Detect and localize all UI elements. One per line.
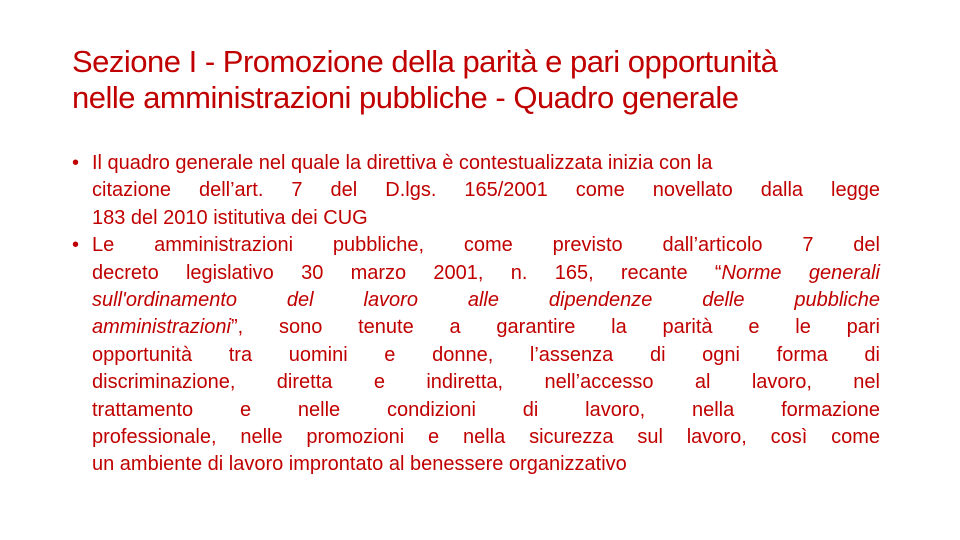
bullet-1-line-1: Il quadro generale nel quale la direttiva è contestualizzata inizia con la: [92, 152, 713, 174]
bullet-item-1: [72, 150, 880, 232]
bullet-2-line-6: discriminazione, diretta e indiretta, nell’accesso al lavoro, nel: [92, 371, 880, 394]
slide-title: [72, 44, 892, 116]
bullet-text-1: [92, 150, 880, 232]
bullet-2-line-2-plain: decreto legislativo 30 marzo 2001, n. 165, recante “: [92, 261, 722, 284]
bullet-2-line-7: trattamento e nelle condizioni di lavoro, nella formazione: [92, 398, 880, 421]
bullet-marker-icon: •: [72, 234, 80, 257]
bullet-text-2: [92, 232, 880, 479]
bullet-2-line-1: Le amministrazioni pubbliche, come previsto dall’articolo 7 del: [92, 234, 880, 257]
slide-title-line-1: Sezione I - Promozione della parità e pari opportunità: [72, 44, 778, 79]
bullet-1-line-3: 183 del 2010 istitutiva dei CUG: [92, 206, 368, 229]
bullet-2-line-9: un ambiente di lavoro improntato al benessere organizzativo: [92, 453, 627, 476]
bullet-2-line-2-italic: Norme generali: [721, 261, 880, 284]
bullet-2-line-4: [92, 314, 880, 341]
bullet-list: [72, 150, 880, 479]
bullet-2-line-5: opportunità tra uomini e donne, l’assenza di ogni forma di: [92, 343, 880, 366]
bullet-1-line-2: citazione dell’art. 7 del D.lgs. 165/2001 come novellato dalla legge: [92, 179, 880, 202]
bullet-2-line-4-italic: amministrazioni: [92, 316, 231, 339]
slide-title-line-2: nelle amministrazioni pubbliche - Quadro generale: [72, 80, 739, 115]
bullet-item-2: [72, 232, 880, 479]
bullet-2-line-8: professionale, nelle promozioni e nella sicurezza sul lavoro, così come: [92, 426, 880, 449]
bullet-2-line-3: sull'ordinamento del lavoro alle dipendenze delle pubbliche: [92, 289, 880, 312]
bullet-2-line-4-plain: ”, sono tenute a garantire la parità e le pari: [230, 316, 880, 339]
bullet-marker-icon: •: [72, 152, 80, 174]
bullet-2-line-2: [92, 260, 880, 287]
